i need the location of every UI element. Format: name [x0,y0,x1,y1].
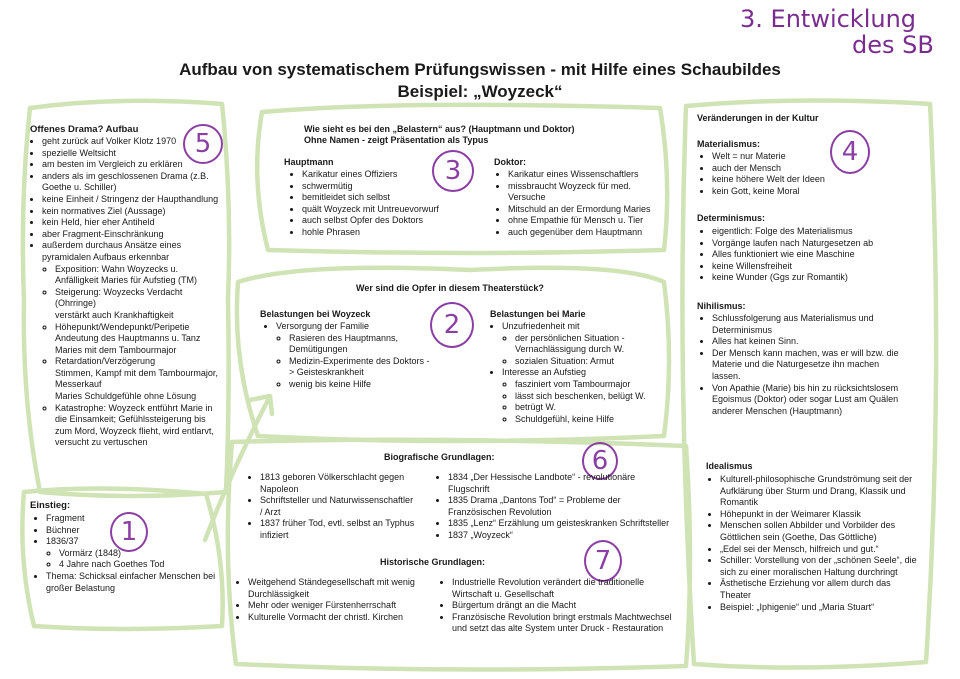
list-item: • Karikatur eines Wissenschaftlers [508,169,656,181]
list-item: • Alles hat keinen Sinn. [712,336,900,348]
list-item: • am besten im Vergleich zu erklären [42,159,220,171]
sub-list-item: ◦ Exposition: Wahn Woyzecks u. Anfälligkeit Maries für Aufstieg (TM) [55,264,220,287]
list-item: • Thema: Schicksal einfacher Menschen bei großer Belastung [46,571,224,594]
hauptmann-list [290,169,460,239]
list-item-text: außerdem durchaus Ansätze eines pyramidalen Aufbaus erkennbar [42,240,182,262]
list-item: • Mitschuld an der Ermordung Maries [508,204,656,216]
list-item: • quält Woyzeck mit Untreuevorwurf [302,204,460,216]
list-item: • Welt = nur Materie [712,151,920,163]
list-item-text: Unzufriedenheit mit [502,321,580,331]
sub-list-item-text: verstärkt auch Krankhaftigkeit [55,309,174,320]
historisch-left-list [236,577,426,623]
list-item-text: 1836/37 [46,536,79,547]
list-item: • Französische Revolution bringt erstmals Machtwechsel und setzt das alte System unter Druck - Restauration [452,612,680,635]
sub-list-item: ◦ betrügt W. [515,402,660,414]
list-item [502,367,660,425]
list-item [46,536,224,571]
nihilismus-list [700,313,900,417]
list-item: • 1834 „Der Hessische Landbote“ - revolutionäre Flugschrift [448,472,676,495]
sub-list-item: ◦ sozialen Situation: Armut [515,356,660,368]
sub-list-item: ◦ Medizin-Experimente des Doktors -> Geisteskrankheit [289,356,434,379]
biografisch-left-list [248,472,418,542]
list-item: • Menschen sollen Abbilder und Vorbilder des Göttlichen sein (Goethe, Das Göttliche) [720,520,918,543]
list-item: • schwermütig [302,181,460,193]
doktor-title: Doktor: [494,157,526,167]
idealismus-list [708,474,918,613]
list-item: • Schiller: Vorstellung von der „schönen Seele“, die sich zu einer moralischen Haltung durchringt [720,555,918,578]
list-item: • 1837 früher Tod, evtl. selbst an Typhus infiziert [260,518,418,541]
list-item: • auch selbst Opfer des Doktors [302,215,460,227]
list-item: • kein Gott, keine Moral [712,186,920,198]
circled-number-3: 3 [432,150,474,192]
list-item: • Industrielle Revolution verändert die traditionelle Wirtschaft u. Gesellschaft [452,577,680,600]
marie-title: Belastungen bei Marie [490,309,586,319]
woyzeck-title: Belastungen bei Woyzeck [260,309,371,319]
sub-list-item: ◦ Katastrophe: Woyzeck entführt Marie in die Einsamkeit; Gefühlssteigerung bis zum Mord, Woyzeck flieht, wird entlarvt, versucht zu vertuschen [55,403,220,449]
sub-list-item: ◦ lässt sich beschenken, belügt W. [515,391,660,403]
list-item: • Schlussfolgerung aus Materialismus und Determinismus [712,313,900,336]
page-subtitle: Beispiel: „Woyzeck“ [397,82,563,101]
historisch-heading: Historische Grundlagen: [380,557,486,567]
list-item: • Schriftsteller und Naturwissenschaftler / Arzt [260,495,418,518]
list-item: • Kulturelle Vormacht der christl. Kirchen [248,612,426,624]
arrow-head [250,396,272,414]
list-item: • Bürgertum drängt an die Macht [452,600,680,612]
circled-number-2: 2 [430,302,474,348]
list-item: • hohle Phrasen [302,227,460,239]
sub-list-item: ◦ 4 Jahre nach Goethes Tod [59,559,224,571]
idealismus-title: Idealismus [706,461,753,471]
sub-list-item-text: Steigerung: Woyzecks Verdacht (Ohrringe) [55,286,183,309]
sub-list-item [55,356,220,402]
list-item: • Büchner [46,525,224,537]
list-item: • eigentlich: Folge des Materialismus [712,226,920,238]
kultur-heading: Veränderungen in der Kultur [697,113,819,123]
materialismus-list [700,151,920,197]
marie-list [490,321,660,425]
list-item [276,321,434,391]
doktor-list [496,169,656,239]
list-item: • Weitgehend Ständegesellschaft mit wenig Durchlässigkeit [248,577,426,600]
circled-number-5: 5 [183,124,223,164]
list-item: • kein normatives Ziel (Aussage) [42,206,220,218]
list-item-text: Interesse an Aufstieg [502,367,587,378]
offenes-drama-list [30,136,220,449]
sub-list-item: ◦ Vormärz (1848) [59,548,224,560]
list-item: • auch der Mensch [712,163,920,175]
list-item-text: Versorgung der Familie [276,321,370,331]
list-item [502,321,660,367]
list-item: • Von Apathie (Marie) bis hin zu rücksichtslosem Egoismus (Doktor) oder sogar Lust am Quälen anderer Menschen (Hauptmann) [712,383,900,418]
list-item: • keine höhere Welt der Ideen [712,174,920,186]
biografisch-right-list [436,472,676,542]
list-item: • keine Willensfreiheit [712,261,920,273]
materialismus-title: Materialismus: [697,139,761,149]
list-item: • anders als im geschlossenen Drama (z.B. Goethe u. Schiller) [42,171,220,194]
list-item: • 1837 „Woyzeck“ [448,530,676,542]
list-item: • Fragment [46,513,224,525]
list-item: • 1835 „Lenz“ Erzählung um geisteskranken Schriftsteller [448,518,676,530]
belaster-heading-1: Wie sieht es bei den „Belastern“ aus? (Hauptmann und Doktor) [304,124,575,134]
list-item: • 1813 geboren Völkerschlacht gegen Napoleon [260,472,418,495]
circled-number-6: 6 [582,442,618,480]
list-item: • keine Wunder (Ggs zur Romantik) [712,272,920,284]
sub-list-item-text: Retardation/Verzögerung [55,356,156,367]
sub-list-item: ◦ Höhepunkt/Wendepunkt/Peripetie Andeutung des Hauptmanns u. Tanz Maries mit dem Tambourmajor [55,322,220,357]
handwritten-note-line2: des SB [852,31,934,59]
list-item: • keine Einheit / Stringenz der Haupthandlung [42,194,220,206]
circled-number-1: 1 [110,512,148,552]
list-item: • aber Fragment-Einschränkung [42,229,220,241]
handwritten-note-line1: 3. Entwicklung [740,5,917,33]
list-item: • bemitleidet sich selbst [302,192,460,204]
sub-list-item: ◦ wenig bis keine Hilfe [289,379,434,391]
list-item: • ohne Empathie für Mensch u. Tier [508,215,656,227]
determinismus-list [700,226,920,284]
offenes-drama-title: Offenes Drama? Aufbau [30,124,139,135]
list-item: • auch gegenüber dem Hauptmann [508,227,656,239]
determinismus-title: Determinismus: [697,213,766,223]
list-item: • Beispiel: „Iphigenie“ und „Maria Stuart“ [720,602,918,614]
list-item: • geht zurück auf Volker Klotz 1970 [42,136,220,148]
list-item: • Karikatur eines Offiziers [302,169,460,181]
opfer-heading: Wer sind die Opfer in diesem Theaterstück? [356,283,544,293]
list-item: • Ästhetische Erziehung vor allem durch das Theater [720,578,918,601]
sub-list-item: ◦ der persönlichen Situation - Vernachlässigung durch W. [515,333,660,356]
list-item: • Höhepunkt in der Weimarer Klassik [720,509,918,521]
woyzeck-list [264,321,434,391]
list-item: • spezielle Weltsicht [42,148,220,160]
circled-number-4: 4 [830,130,870,174]
list-item: • Vorgänge laufen nach Naturgesetzen ab [712,238,920,250]
einstieg-list [34,513,224,594]
list-item: • 1835 Drama „Dantons Tod“ = Probleme der Französischen Revolution [448,495,676,518]
circled-number-7: 7 [584,540,622,582]
handwritten-note [740,6,934,58]
sub-list-item-text: Stimmen, Kampf mit dem Tambourmajor, Messerkauf [55,367,218,390]
sub-list-item: ◦ fasziniert vom Tambourmajor [515,379,660,391]
list-item: • Kulturell-philosophische Grundströmung seit der Aufklärung über Sturm und Drang, Klassik und Romantik [720,474,918,509]
sub-list-item-text: Maries Schuldgefühle ohne Lösung [55,391,197,402]
biografisch-heading: Biografische Grundlagen: [384,452,495,462]
einstieg-title: Einstieg: [30,500,71,511]
list-item: • missbraucht Woyzeck für med. Versuche [508,181,656,204]
list-item: • Alles funktioniert wie eine Maschine [712,249,920,261]
list-item: • „Edel sei der Mensch, hilfreich und gut.“ [720,544,918,556]
list-item: • kein Held, hier eher Antiheld [42,217,220,229]
hauptmann-title: Hauptmann [284,157,334,167]
list-item: • Mehr oder weniger Fürstenherrschaft [248,600,426,612]
nihilismus-title: Nihilismus: [697,301,746,311]
list-item: • Der Mensch kann machen, was er will bzw. die Materie und die Naturgesetze ihn machen lassen. [712,348,900,383]
list-item [42,240,220,449]
page-title: Aufbau von systematischem Prüfungswissen - mit Hilfe eines Schaubildes [179,60,781,79]
belaster-heading-2: Ohne Namen - zeigt Präsentation als Typus [304,135,489,145]
sub-list-item: ◦ Schuldgefühl, keine Hilfe [515,414,660,426]
historisch-right-list [440,577,680,635]
sub-list-item: ◦ Rasieren des Hauptmanns, Demütigungen [289,333,434,356]
sub-list-item [55,287,220,322]
